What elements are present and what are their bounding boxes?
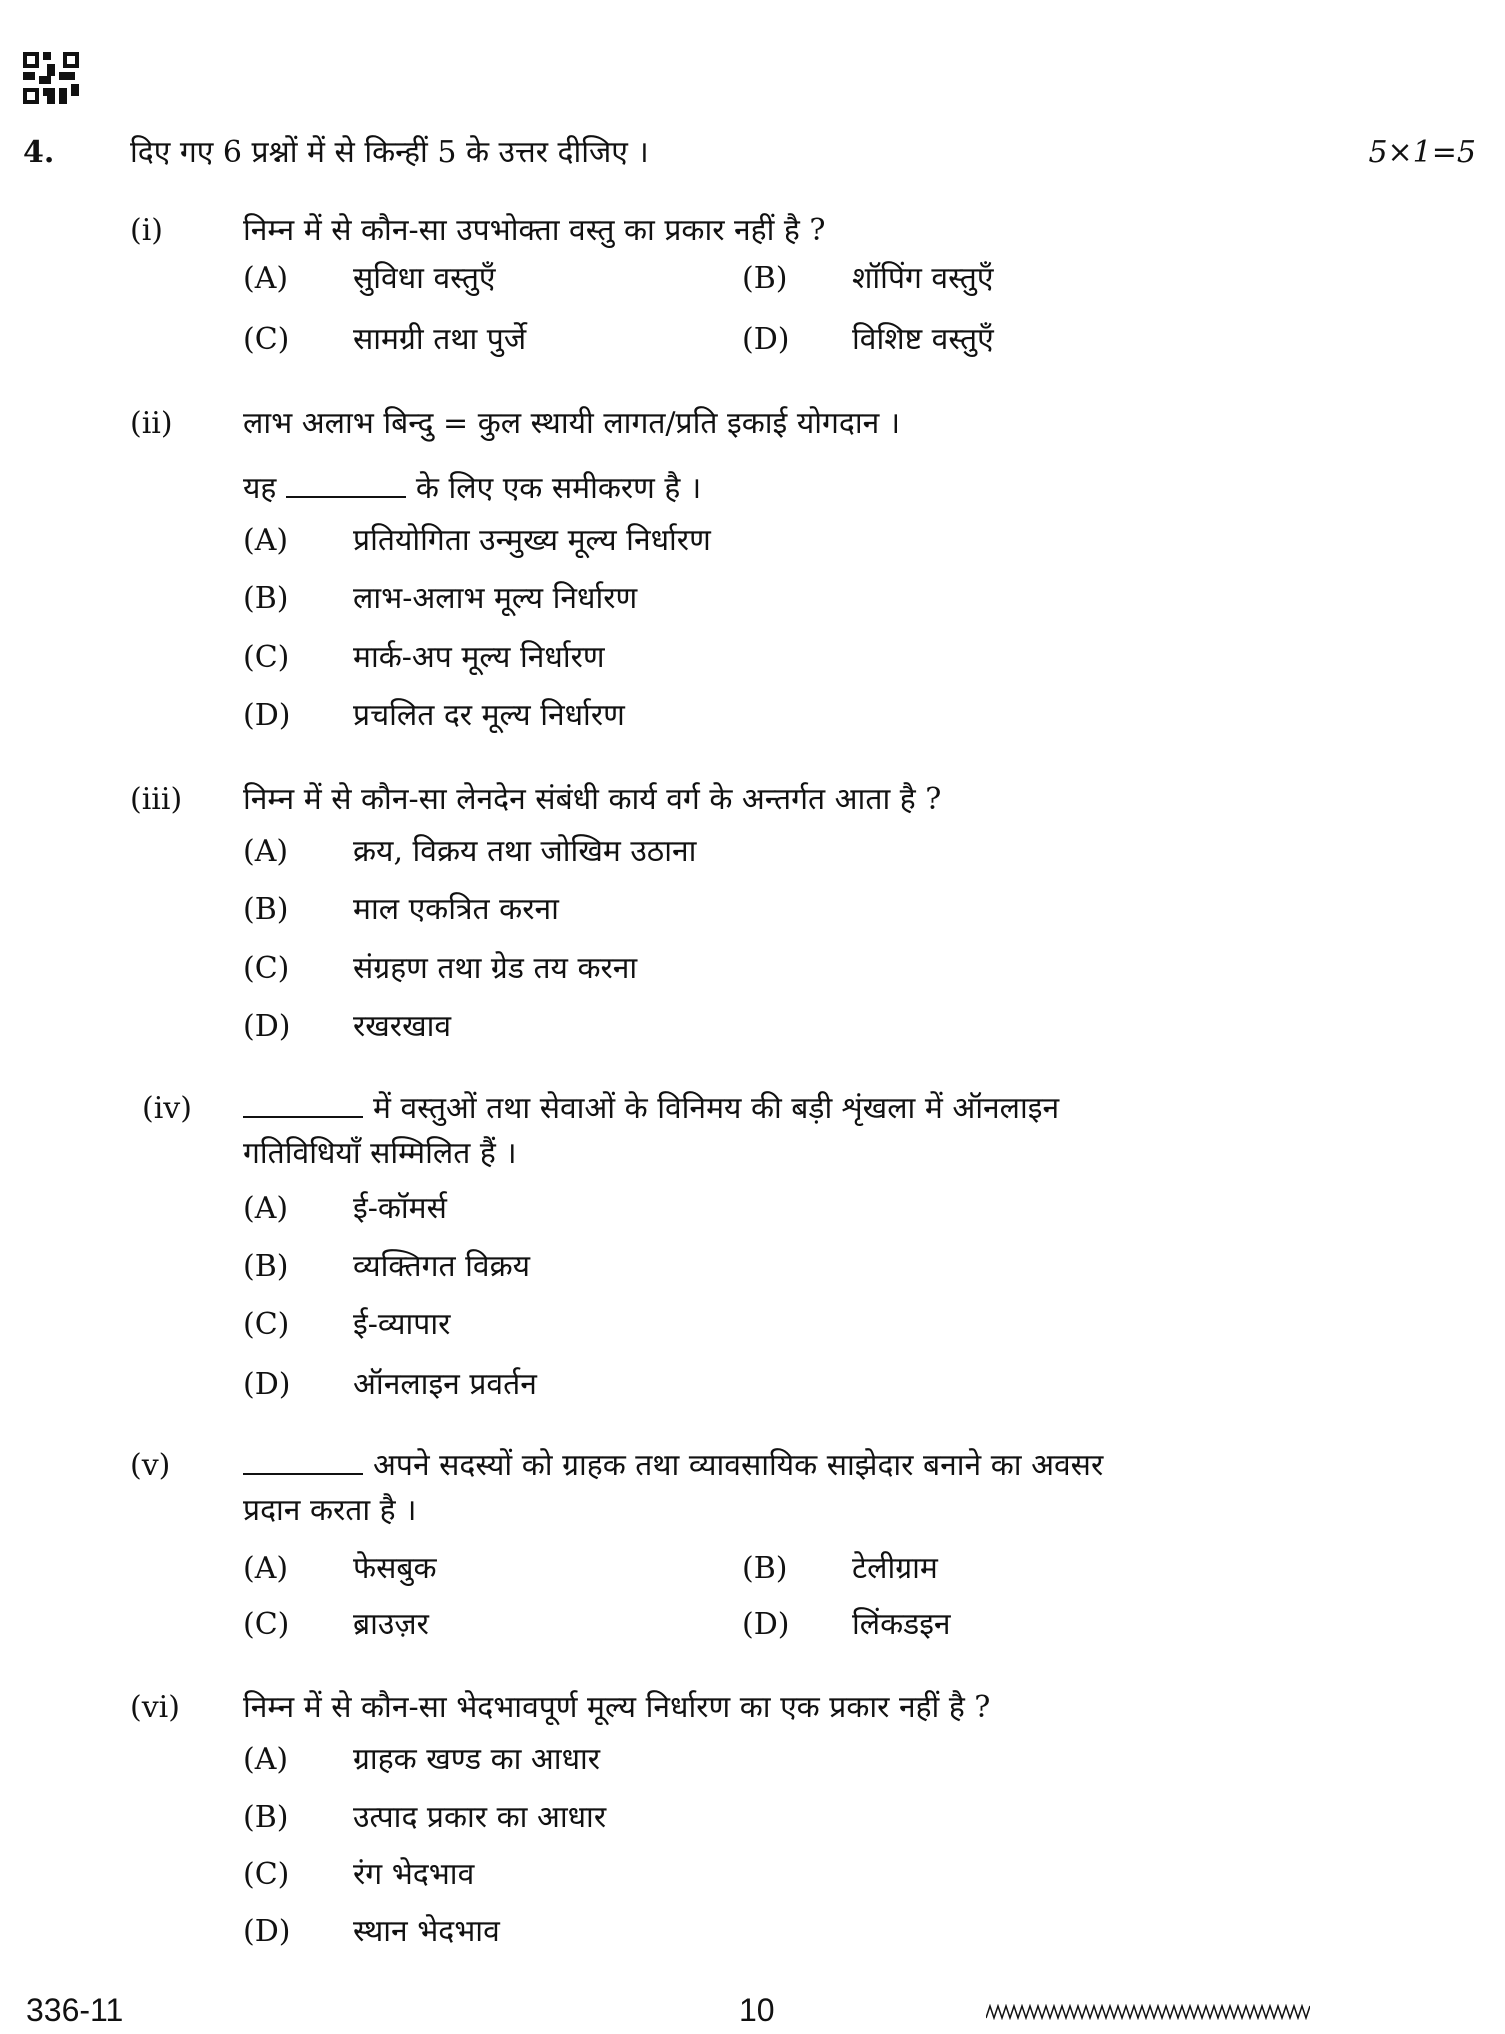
option-text: लाभ-अलाभ मूल्य निर्धारण	[353, 581, 638, 616]
option-label: (D)	[742, 1607, 790, 1642]
option-label: (A)	[243, 1551, 289, 1586]
option-label: (D)	[243, 1009, 291, 1044]
option-label: (B)	[243, 581, 289, 616]
option-label: (C)	[243, 951, 290, 986]
fill-blank	[243, 1090, 363, 1118]
question-number: 4.	[23, 135, 55, 170]
question-text: लाभ अलाभ बिन्दु = कुल स्थायी लागत/प्रति इकाई योगदान ।	[243, 406, 901, 441]
option-label: (C)	[243, 322, 290, 357]
option-label: (C)	[243, 1607, 290, 1642]
question-text	[243, 1446, 1103, 1486]
option-label: (D)	[742, 322, 790, 357]
sub-number: (vi)	[130, 1690, 180, 1725]
option-text: ग्राहक खण्ड का आधार	[353, 1742, 601, 1777]
option-label: (A)	[243, 1742, 289, 1777]
option-label: (B)	[243, 1249, 289, 1284]
option-text: ई-व्यापार	[353, 1307, 451, 1342]
option-text: स्थान भेदभाव	[353, 1914, 500, 1949]
option-label: (D)	[243, 1367, 291, 1402]
option-text: रंग भेदभाव	[353, 1857, 475, 1892]
question-text-main: अपने सदस्यों को ग्राहक तथा व्यावसायिक साझेदार बनाने का अवसर	[373, 1448, 1104, 1483]
option-label: (C)	[243, 1307, 290, 1342]
option-text: प्रतियोगिता उन्मुख्य मूल्य निर्धारण	[353, 523, 711, 558]
option-label: (A)	[243, 834, 289, 869]
option-text: क्रय, विक्रय तथा जोखिम उठाना	[353, 834, 697, 869]
option-label: (A)	[243, 261, 289, 296]
option-text: रखरखाव	[353, 1009, 452, 1044]
option-text: सुविधा वस्तुएँ	[353, 261, 496, 296]
question-text-line2	[243, 469, 701, 509]
option-text: ऑनलाइन प्रवर्तन	[353, 1367, 537, 1402]
fill-blank	[243, 1447, 363, 1475]
option-text: फेसबुक	[353, 1551, 437, 1586]
option-text: सामग्री तथा पुर्जे	[353, 322, 527, 357]
option-text: टेलीग्राम	[852, 1551, 938, 1586]
option-label: (A)	[243, 1191, 289, 1226]
question-text-line2: गतिविधियाँ सम्मिलित हैं ।	[243, 1136, 517, 1171]
option-text: व्यक्तिगत विक्रय	[353, 1249, 531, 1284]
sub-number: (iv)	[142, 1091, 192, 1126]
marks: 5×1=5	[1368, 135, 1476, 170]
instruction: दिए गए 6 प्रश्नों में से किन्हीं 5 के उत्तर दीजिए ।	[130, 135, 649, 170]
option-text: लिंकडइन	[852, 1607, 951, 1642]
question-text: निम्न में से कौन-सा भेदभावपूर्ण मूल्य निर्धारण का एक प्रकार नहीं है ?	[243, 1690, 991, 1725]
option-label: (C)	[243, 640, 290, 675]
sub-number: (i)	[130, 213, 164, 248]
question-text-main: में वस्तुओं तथा सेवाओं के विनिमय की बड़ी शृंखला में ऑनलाइन	[373, 1091, 1060, 1126]
question-text	[243, 1089, 1059, 1129]
sub-number: (ii)	[130, 406, 173, 441]
wavy-line-decoration	[986, 2004, 1310, 2020]
question-text: निम्न में से कौन-सा लेनदेन संबंधी कार्य वर्ग के अन्तर्गत आता है ?	[243, 782, 942, 817]
option-text: उत्पाद प्रकार का आधार	[353, 1800, 607, 1835]
option-label: (C)	[243, 1857, 290, 1892]
question-text: निम्न में से कौन-सा उपभोक्ता वस्तु का प्रकार नहीं है ?	[243, 213, 826, 248]
qr-code	[23, 52, 79, 104]
option-label: (B)	[742, 261, 788, 296]
option-label: (D)	[243, 1914, 291, 1949]
paper-code: 336-11	[26, 1992, 124, 2028]
option-text: ब्राउज़र	[353, 1607, 429, 1642]
option-label: (A)	[243, 523, 289, 558]
option-text: माल एकत्रित करना	[353, 892, 559, 927]
option-text: शॉपिंग वस्तुएँ	[852, 261, 994, 296]
option-label: (B)	[742, 1551, 788, 1586]
sub-number: (iii)	[130, 782, 183, 817]
sub-number: (v)	[130, 1448, 171, 1483]
option-label: (B)	[243, 1800, 289, 1835]
option-text: मार्क-अप मूल्य निर्धारण	[353, 640, 605, 675]
option-text: संग्रहण तथा ग्रेड तय करना	[353, 951, 638, 986]
option-text: विशिष्ट वस्तुएँ	[852, 322, 994, 357]
text-post: के लिए एक समीकरण है ।	[415, 471, 702, 506]
text-pre: यह	[243, 471, 277, 506]
option-label: (D)	[243, 698, 291, 733]
option-text: ई-कॉमर्स	[353, 1191, 447, 1226]
option-label: (B)	[243, 892, 289, 927]
question-text-line2: प्रदान करता है ।	[243, 1493, 417, 1528]
option-text: प्रचलित दर मूल्य निर्धारण	[353, 698, 625, 733]
page-number: 10	[739, 1992, 775, 2028]
fill-blank	[286, 470, 406, 498]
